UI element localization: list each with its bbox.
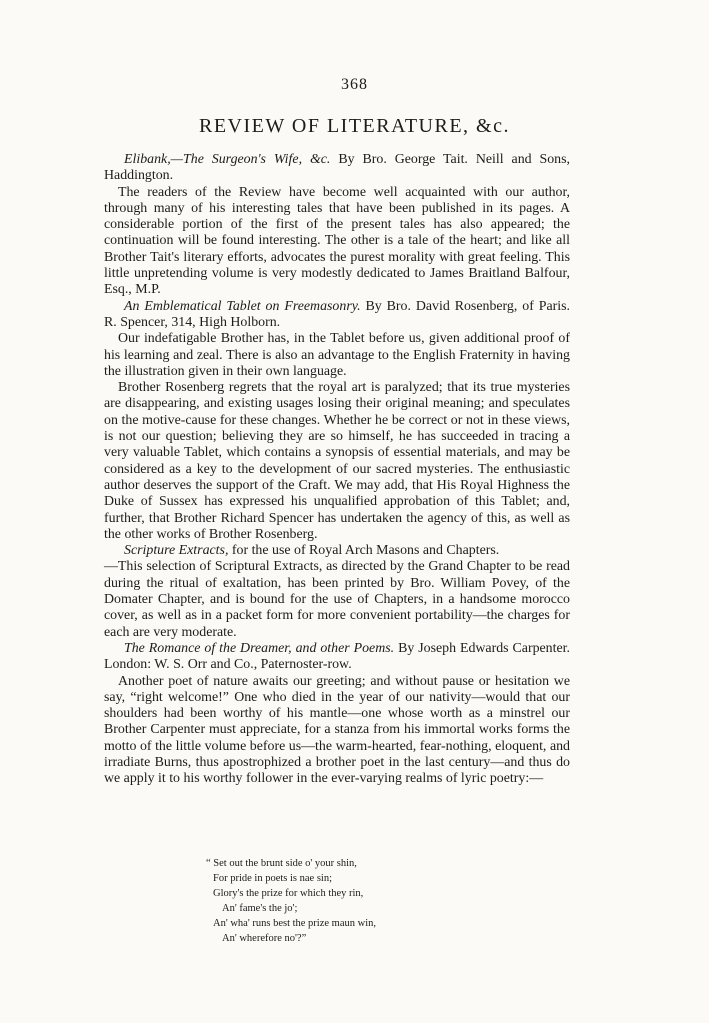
poem-line: “ Set out the brunt side o' your shin, [206,858,357,869]
review-paragraph: Brother Rosenberg regrets that the royal art is paralyzed; that its true mysteries are disappearing, and existing usages losing their original meaning; and speculates on the motive-cause for these changes. Whether he be correct or not in these views, is not our question; believing they are so himself, he has succeeded in tracing a very valuable Tablet, which contains a synopsis of essential materials, and may be considered as a key to the development of our sacred mysteries. The enthusiastic author deserves the support of the Craft. We may add, that His Royal Highness the Duke of Sussex has expressed his unqualified approbation of this Tablet; and, further, that Brother Richard Spencer has undertaken the agency of this, as well as the other works of Brother Rosenberg. [104,380,570,542]
review-paragraph: Another poet of nature awaits our greeting; and without pause or hesitation we say, “right welcome!” One who died in the year of our nativity—would that our shoulders had been worthy of his mantle—one whose worth as a minstrel our Brother Carpenter must appreciate, for a stanza from his immortal works forms the motto of the little volume before us—the warm-hearted, fear-nothing, eloquent, and irradiate Burns, thus apostrophized a brother poet in the last century—and thus do we apply it to his worthy follower in the ever-varying realms of lyric poetry:— [104,673,570,787]
book-title: Elibank,—The Surgeon's Wife, &c. [124,152,331,167]
book-title: Scripture Extracts, [124,543,229,559]
review-paragraph: The readers of the Review have become well acquainted with our author, through many of his interesting tales that have been published in its pages. A considerable portion of the first of the present tales has also appeared; the continuation will be found interesting. The other is a tale of the heart; and like all Brother Tait's literary efforts, advocates the purest morality with great feeling. This little unpretending volume is very modestly dedicated to James Braitland Balfour, Esq., M.P. [104,184,570,298]
review-body [104,152,570,788]
book-citation: By Bro. David Rosenberg, of Paris. R. Spencer, 314, High Holborn. [104,298,570,330]
quoted-poem [206,856,376,946]
review-paragraph: —This selection of Scriptural Extracts, as directed by the Grand Chapter to be read during the ritual of exaltation, has been printed by Bro. William Povey, of the Domater Chapter, and is bound for the use of Chapters, in a handsome morocco cover, as well as in a packet form for more convenient portability—the charges for each are very moderate. [104,559,570,640]
poem-line: For pride in poets is nae sin; [213,873,332,884]
page-number: 368 [341,76,368,93]
review-entry-title [104,641,570,674]
section-heading: REVIEW OF LITERATURE, &c. [199,115,510,137]
poem-line: An' fame's the jo'; [222,903,298,914]
review-entry-title [104,543,570,559]
review-entry-title [104,152,570,185]
review-paragraph: Our indefatigable Brother has, in the Tablet before us, given additional proof of his learning and zeal. There is also an advantage to the English Fraternity in having the illustration given in their own language. [104,331,570,379]
book-title: An Emblematical Tablet on Freemasonry. [124,298,361,314]
book-citation: By Joseph Edwards Carpenter. London: W. S. Orr and Co., Paternoster-row. [104,640,570,673]
poem-line: Glory's the prize for which they rin, [213,888,364,899]
book-title: The Romance of the Dreamer, and other Poems. [124,640,395,656]
book-citation: for the use of Royal Arch Masons and Chapters. [228,543,500,559]
poem-line: An' wherefore no'?” [222,933,307,944]
poem-line: An' wha' runs best the prize maun win, [213,918,376,929]
review-entry-title [104,299,570,332]
book-citation: By Bro. George Tait. Neill and Sons, Haddington. [104,152,571,184]
